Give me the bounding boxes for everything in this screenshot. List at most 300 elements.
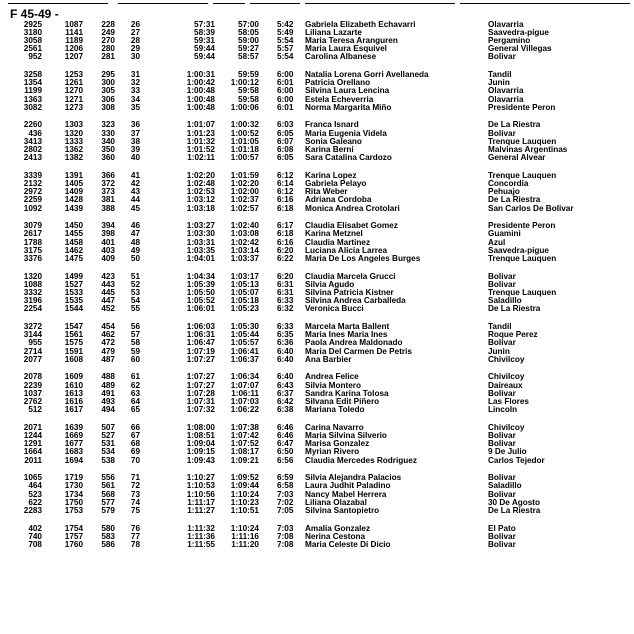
gun-time-cell: 1:03:35	[186, 245, 215, 255]
gun-time-cell: 1:02:48	[186, 178, 215, 188]
category-place-cell: 56	[130, 321, 140, 331]
gun-time-cell: 1:07:28	[186, 388, 215, 398]
net-time-cell: 1:07:38	[230, 422, 259, 432]
gun-time-cell: 1:02:53	[186, 187, 215, 197]
gender-place-cell: 577	[101, 497, 115, 507]
athlete-name-cell: Maria Ines Maria Ines	[305, 330, 388, 340]
category-place-cell: 29	[130, 44, 140, 54]
net-time-cell: 1:07:42	[230, 430, 259, 440]
bib-cell: 3413	[23, 136, 42, 146]
athlete-name-cell: Monica Andrea Crotolari	[305, 203, 400, 213]
city-cell: De La Riestra	[488, 195, 541, 205]
gender-place-cell: 300	[101, 78, 115, 88]
gun-time-cell: 59:31	[194, 35, 215, 45]
gun-time-cell: 1:08:00	[186, 422, 215, 432]
athlete-name-cell: Claudia Mercedes Rodriguez	[305, 455, 417, 465]
category-place-cell: 72	[130, 481, 140, 491]
overall-place-cell: 1206	[64, 44, 83, 54]
athlete-name-cell: Patricia Orellano	[305, 78, 371, 88]
pace-cell: 6:16	[277, 195, 294, 205]
bib-cell: 1244	[23, 430, 42, 440]
pace-cell: 6:01	[277, 102, 294, 112]
pace-cell: 6:33	[277, 296, 294, 306]
city-cell: Olavarria	[488, 86, 524, 96]
overall-place-cell: 1382	[64, 153, 83, 163]
overall-place-cell: 1409	[64, 187, 83, 197]
category-place-cell: 27	[130, 27, 140, 37]
overall-place-cell: 1270	[64, 86, 83, 96]
pace-cell: 6:58	[277, 481, 294, 491]
category-place-cell: 39	[130, 144, 140, 154]
header-rule	[305, 3, 455, 4]
pace-cell: 6:36	[277, 338, 294, 348]
pace-cell: 6:01	[277, 78, 294, 88]
gun-time-cell: 1:00:31	[186, 69, 215, 79]
athlete-name-cell: Marcela Marta Ballent	[305, 321, 390, 331]
city-cell: El Pato	[488, 523, 516, 533]
pace-cell: 6:03	[277, 120, 294, 130]
athlete-name-cell: Silvia Alejandra Palacios	[305, 473, 402, 483]
bib-cell: 1199	[24, 86, 42, 96]
city-cell: Saladillo	[488, 481, 522, 491]
gender-place-cell: 583	[101, 531, 115, 541]
city-cell: Malvinas Argentinas	[488, 144, 568, 154]
gender-place-cell: 534	[101, 447, 115, 457]
category-place-cell: 30	[130, 52, 140, 62]
athlete-name-cell: Silvina Laura Lencina	[305, 86, 390, 96]
city-cell: Trenque Lauquen	[488, 287, 557, 297]
overall-place-cell: 1617	[64, 405, 83, 415]
athlete-name-cell: Paola Andrea Maldonado	[305, 338, 403, 348]
net-time-cell: 1:03:37	[230, 253, 259, 263]
city-cell: Bolivar	[488, 489, 516, 499]
category-place-cell: 38	[130, 136, 140, 146]
net-time-cell: 1:05:13	[230, 279, 259, 289]
pace-cell: 6:18	[277, 229, 294, 239]
category-place-cell: 57	[130, 330, 140, 340]
gender-place-cell: 479	[101, 346, 115, 356]
bib-cell: 952	[28, 52, 42, 62]
gun-time-cell: 1:09:15	[186, 447, 215, 457]
category-place-cell: 69	[130, 447, 140, 457]
bib-cell: 2762	[23, 396, 42, 406]
pace-cell: 6:31	[277, 279, 294, 289]
athlete-name-cell: Natalia Lorena Gorri Avellaneda	[305, 69, 429, 79]
gender-place-cell: 579	[101, 505, 115, 515]
bib-cell: 1092	[23, 203, 42, 213]
pace-cell: 7:08	[277, 531, 294, 541]
athlete-name-cell: Norma Margarita Miño	[305, 102, 392, 112]
city-cell: Bolivar	[488, 279, 516, 289]
city-cell: General Villegas	[488, 44, 552, 54]
category-place-cell: 52	[130, 279, 140, 289]
bib-cell: 1065	[23, 473, 42, 483]
overall-place-cell: 1533	[64, 287, 83, 297]
net-time-cell: 1:03:08	[230, 229, 259, 239]
overall-place-cell: 1271	[64, 94, 83, 104]
gender-place-cell: 308	[101, 102, 115, 112]
overall-place-cell: 1754	[64, 523, 83, 533]
bib-cell: 1664	[23, 447, 42, 457]
overall-place-cell: 1087	[64, 19, 83, 29]
overall-place-cell: 1273	[64, 102, 83, 112]
net-time-cell: 1:10:51	[230, 505, 259, 515]
bib-cell: 3175	[23, 245, 42, 255]
athlete-name-cell: Silvia Agudo	[305, 279, 355, 289]
athlete-name-cell: Sonia Galeano	[305, 136, 362, 146]
gender-place-cell: 454	[101, 321, 115, 331]
gun-time-cell: 1:00:48	[186, 94, 215, 104]
city-cell: Concordia	[488, 178, 529, 188]
pace-cell: 6:00	[277, 94, 294, 104]
gender-place-cell: 452	[101, 304, 115, 314]
city-cell: De La Riestra	[488, 304, 541, 314]
overall-place-cell: 1333	[64, 136, 83, 146]
overall-place-cell: 1575	[64, 338, 83, 348]
net-time-cell: 1:07:03	[230, 396, 259, 406]
net-time-cell: 1:11:16	[231, 531, 259, 541]
athlete-name-cell: Maria Silvina Silverio	[305, 430, 387, 440]
category-place-cell: 31	[130, 69, 140, 79]
overall-place-cell: 1639	[64, 422, 83, 432]
net-time-cell: 1:05:44	[230, 330, 259, 340]
gender-place-cell: 580	[101, 523, 115, 533]
category-place-cell: 71	[130, 473, 140, 483]
city-cell: General Alvear	[488, 153, 546, 163]
overall-place-cell: 1455	[64, 229, 83, 239]
athlete-name-cell: Maria Eugenia Videla	[305, 128, 387, 138]
gender-place-cell: 568	[101, 489, 115, 499]
gun-time-cell: 1:00:42	[186, 78, 215, 88]
overall-place-cell: 1391	[64, 170, 83, 180]
pace-cell: 6:37	[277, 388, 294, 398]
bib-cell: 2071	[23, 422, 42, 432]
pace-cell: 6:46	[277, 422, 294, 432]
athlete-name-cell: Myrian Rivero	[305, 447, 360, 457]
net-time-cell: 1:09:21	[230, 455, 259, 465]
net-time-cell: 1:01:05	[230, 136, 259, 146]
net-time-cell: 58:05	[238, 27, 259, 37]
category-place-cell: 75	[130, 505, 140, 515]
gender-place-cell: 423	[101, 271, 115, 281]
overall-place-cell: 1535	[64, 296, 83, 306]
athlete-name-cell: Silvina Andrea Carballeda	[305, 296, 406, 306]
overall-place-cell: 1547	[64, 321, 83, 331]
pace-cell: 7:08	[277, 539, 294, 549]
bib-cell: 955	[28, 338, 42, 348]
gun-time-cell: 1:04:34	[186, 271, 215, 281]
net-time-cell: 59:27	[238, 44, 259, 54]
pace-cell: 6:05	[277, 153, 294, 163]
pace-cell: 6:12	[277, 170, 294, 180]
result-row	[0, 103, 634, 113]
city-cell: Saavedra-pigue	[488, 245, 549, 255]
athlete-name-cell: Claudia Martinez	[305, 237, 371, 247]
city-cell: Tandil	[488, 321, 512, 331]
category-place-cell: 76	[130, 523, 140, 533]
city-cell: Roque Perez	[488, 330, 538, 340]
bib-cell: 512	[28, 405, 42, 415]
gun-time-cell: 1:05:39	[186, 279, 215, 289]
category-place-cell: 68	[130, 439, 140, 449]
category-place-cell: 78	[130, 539, 140, 549]
category-place-cell: 50	[130, 253, 140, 263]
category-place-cell: 49	[130, 245, 140, 255]
city-cell: Pergamino	[488, 35, 531, 45]
gender-place-cell: 295	[101, 69, 115, 79]
athlete-name-cell: Mariana Toledo	[305, 405, 365, 415]
result-row	[0, 506, 634, 516]
page-title: F 45-49 -	[10, 7, 59, 21]
gun-time-cell: 1:08:51	[186, 430, 215, 440]
bib-cell: 2617	[23, 229, 42, 239]
bib-cell: 2077	[23, 354, 42, 364]
net-time-cell: 1:00:57	[230, 153, 259, 163]
category-place-cell: 77	[130, 531, 140, 541]
pace-cell: 5:49	[277, 27, 294, 37]
pace-cell: 6:40	[277, 372, 294, 382]
pace-cell: 6:20	[277, 245, 294, 255]
overall-place-cell: 1760	[64, 539, 83, 549]
category-place-cell: 36	[130, 120, 140, 130]
city-cell: 9 De Julio	[488, 447, 527, 457]
gun-time-cell: 1:01:52	[186, 144, 215, 154]
athlete-name-cell: Maria Celeste Di Dicio	[305, 539, 391, 549]
category-place-cell: 66	[130, 422, 140, 432]
city-cell: De La Riestra	[488, 505, 541, 515]
overall-place-cell: 1734	[64, 489, 83, 499]
overall-place-cell: 1439	[64, 203, 83, 213]
net-time-cell: 1:00:12	[230, 78, 259, 88]
net-time-cell: 1:06:41	[230, 346, 259, 356]
athlete-name-cell: Adriana Cordoba	[305, 195, 372, 205]
gun-time-cell: 1:01:32	[186, 136, 215, 146]
city-cell: Guamini	[488, 229, 521, 239]
city-cell: Chivilcoy	[488, 372, 525, 382]
overall-place-cell: 1527	[64, 279, 83, 289]
gender-place-cell: 443	[101, 279, 115, 289]
header-rule	[118, 3, 208, 4]
overall-place-cell: 1475	[64, 253, 83, 263]
gun-time-cell: 1:06:31	[186, 330, 215, 340]
gender-place-cell: 394	[101, 221, 115, 231]
bib-cell: 3376	[23, 253, 42, 263]
city-cell: San Carlos De Bolivar	[488, 203, 574, 213]
bib-cell: 708	[28, 539, 42, 549]
gender-place-cell: 401	[101, 237, 115, 247]
athlete-name-cell: Franca Isnard	[305, 120, 359, 130]
pace-cell: 6:35	[277, 330, 294, 340]
gender-place-cell: 493	[101, 396, 115, 406]
category-place-cell: 59	[130, 346, 140, 356]
bib-cell: 1354	[23, 78, 42, 88]
net-time-cell: 1:06:11	[231, 388, 259, 398]
athlete-name-cell: Silvana Edit Piñero	[305, 396, 380, 406]
overall-place-cell: 1669	[64, 430, 83, 440]
city-cell: Trenque Lauquen	[488, 136, 557, 146]
net-time-cell: 1:05:30	[230, 321, 259, 331]
overall-place-cell: 1561	[64, 330, 83, 340]
pace-cell: 6:50	[277, 447, 294, 457]
result-row	[0, 405, 634, 415]
category-place-cell: 54	[130, 296, 140, 306]
gender-place-cell: 489	[101, 380, 115, 390]
net-time-cell: 1:02:00	[230, 187, 259, 197]
athlete-name-cell: Sandra Karina Tolosa	[305, 388, 389, 398]
pace-cell: 6:05	[277, 128, 294, 138]
net-time-cell: 1:06:22	[230, 405, 259, 415]
overall-place-cell: 1428	[64, 195, 83, 205]
bib-cell: 3079	[23, 221, 42, 231]
bib-cell: 436	[28, 128, 42, 138]
net-time-cell: 57:00	[238, 19, 259, 29]
gender-place-cell: 507	[101, 422, 115, 432]
gun-time-cell: 1:07:31	[186, 396, 215, 406]
city-cell: Junin	[488, 78, 510, 88]
gun-time-cell: 1:09:43	[186, 455, 215, 465]
gender-place-cell: 305	[101, 86, 115, 96]
header-rule	[250, 3, 300, 4]
pace-cell: 6:07	[277, 136, 294, 146]
gender-place-cell: 398	[101, 229, 115, 239]
gun-time-cell: 1:01:23	[186, 128, 215, 138]
city-cell: Saladillo	[488, 296, 522, 306]
category-place-cell: 55	[130, 304, 140, 314]
result-row	[0, 153, 634, 163]
bib-cell: 523	[28, 489, 42, 499]
category-place-cell: 28	[130, 35, 140, 45]
overall-place-cell: 1683	[64, 447, 83, 457]
header-rule	[8, 3, 108, 4]
gender-place-cell: 462	[101, 330, 115, 340]
gender-place-cell: 472	[101, 338, 115, 348]
pace-cell: 5:54	[277, 52, 294, 62]
city-cell: Carlos Tejedor	[488, 455, 545, 465]
bib-cell: 2078	[23, 372, 42, 382]
gun-time-cell: 58:39	[194, 27, 215, 37]
pace-cell: 6:40	[277, 354, 294, 364]
result-row	[0, 204, 634, 214]
athlete-name-cell: Silvina Santopietro	[305, 505, 380, 515]
city-cell: Bolivar	[488, 338, 516, 348]
city-cell: De La Riestra	[488, 120, 541, 130]
pace-cell: 6:59	[277, 473, 294, 483]
gun-time-cell: 1:09:04	[186, 439, 215, 449]
gender-place-cell: 538	[101, 455, 115, 465]
pace-cell: 6:08	[277, 144, 294, 154]
overall-place-cell: 1141	[65, 27, 83, 37]
city-cell: Junin	[488, 346, 510, 356]
athlete-name-cell: Claudia Marcela Grucci	[305, 271, 396, 281]
net-time-cell: 59:00	[238, 35, 259, 45]
net-time-cell: 1:06:34	[230, 372, 259, 382]
gender-place-cell: 340	[101, 136, 115, 146]
category-place-cell: 60	[130, 354, 140, 364]
bib-cell: 2239	[23, 380, 42, 390]
bib-cell: 3332	[23, 287, 42, 297]
category-place-cell: 32	[130, 78, 140, 88]
gender-place-cell: 488	[101, 372, 115, 382]
pace-cell: 6:43	[277, 380, 294, 390]
category-place-cell: 40	[130, 153, 140, 163]
city-cell: Bolivar	[488, 388, 516, 398]
category-place-cell: 67	[130, 430, 140, 440]
pace-cell: 6:40	[277, 346, 294, 356]
gun-time-cell: 1:02:11	[187, 153, 215, 163]
city-cell: Bolivar	[488, 531, 516, 541]
gun-time-cell: 1:00:48	[186, 102, 215, 112]
net-time-cell: 1:03:17	[230, 271, 259, 281]
city-cell: Daireaux	[488, 380, 523, 390]
gun-time-cell: 1:11:27	[187, 505, 215, 515]
bib-cell: 2132	[23, 178, 42, 188]
gun-time-cell: 1:07:27	[186, 354, 215, 364]
city-cell: Bolivar	[488, 430, 516, 440]
category-place-cell: 58	[130, 338, 140, 348]
pace-cell: 7:05	[277, 505, 294, 515]
pace-cell: 6:42	[277, 396, 294, 406]
pace-cell: 5:54	[277, 35, 294, 45]
header-rule	[213, 3, 245, 4]
result-row	[0, 304, 634, 314]
net-time-cell: 1:10:24	[230, 523, 259, 533]
gender-place-cell: 561	[101, 481, 115, 491]
athlete-name-cell: Claudia Elisabet Gomez	[305, 221, 398, 231]
net-time-cell: 1:10:24	[230, 489, 259, 499]
overall-place-cell: 1753	[64, 505, 83, 515]
overall-place-cell: 1303	[64, 120, 83, 130]
gun-time-cell: 1:11:55	[187, 539, 215, 549]
gun-time-cell: 1:06:03	[186, 321, 215, 331]
net-time-cell: 1:06:37	[230, 354, 259, 364]
overall-place-cell: 1609	[64, 372, 83, 382]
athlete-name-cell: Maria Teresa Aranguren	[305, 35, 398, 45]
net-time-cell: 1:01:59	[230, 170, 259, 180]
overall-place-cell: 1608	[64, 354, 83, 364]
gender-place-cell: 586	[101, 539, 115, 549]
pace-cell: 5:42	[277, 19, 294, 29]
overall-place-cell: 1610	[64, 380, 83, 390]
athlete-name-cell: Maria Del Carmen De Petris	[305, 346, 412, 356]
gun-time-cell: 1:02:20	[186, 170, 215, 180]
athlete-name-cell: Gabriela Elizabeth Echavarri	[305, 19, 416, 29]
gun-time-cell: 1:11:32	[187, 523, 215, 533]
overall-place-cell: 1694	[64, 455, 83, 465]
athlete-name-cell: Maria Laura Esquivel	[305, 44, 387, 54]
city-cell: Bolivar	[488, 439, 516, 449]
bib-cell: 1088	[23, 279, 42, 289]
bib-cell: 2259	[23, 195, 42, 205]
gun-time-cell: 1:07:19	[186, 346, 215, 356]
gun-time-cell: 1:04:01	[186, 253, 215, 263]
category-place-cell: 70	[130, 455, 140, 465]
gender-place-cell: 249	[101, 27, 115, 37]
overall-place-cell: 1405	[64, 178, 83, 188]
bib-cell: 2283	[23, 505, 42, 515]
category-place-cell: 26	[130, 19, 140, 29]
overall-place-cell: 1320	[64, 128, 83, 138]
net-time-cell: 1:08:17	[230, 447, 259, 457]
gun-time-cell: 1:03:31	[186, 237, 215, 247]
pace-cell: 6:20	[277, 271, 294, 281]
overall-place-cell: 1613	[64, 388, 83, 398]
overall-place-cell: 1730	[64, 481, 83, 491]
gun-time-cell: 1:10:53	[186, 481, 215, 491]
category-place-cell: 51	[130, 271, 140, 281]
gender-place-cell: 372	[101, 178, 115, 188]
city-cell: Chivilcoy	[488, 422, 525, 432]
pace-cell: 6:12	[277, 187, 294, 197]
